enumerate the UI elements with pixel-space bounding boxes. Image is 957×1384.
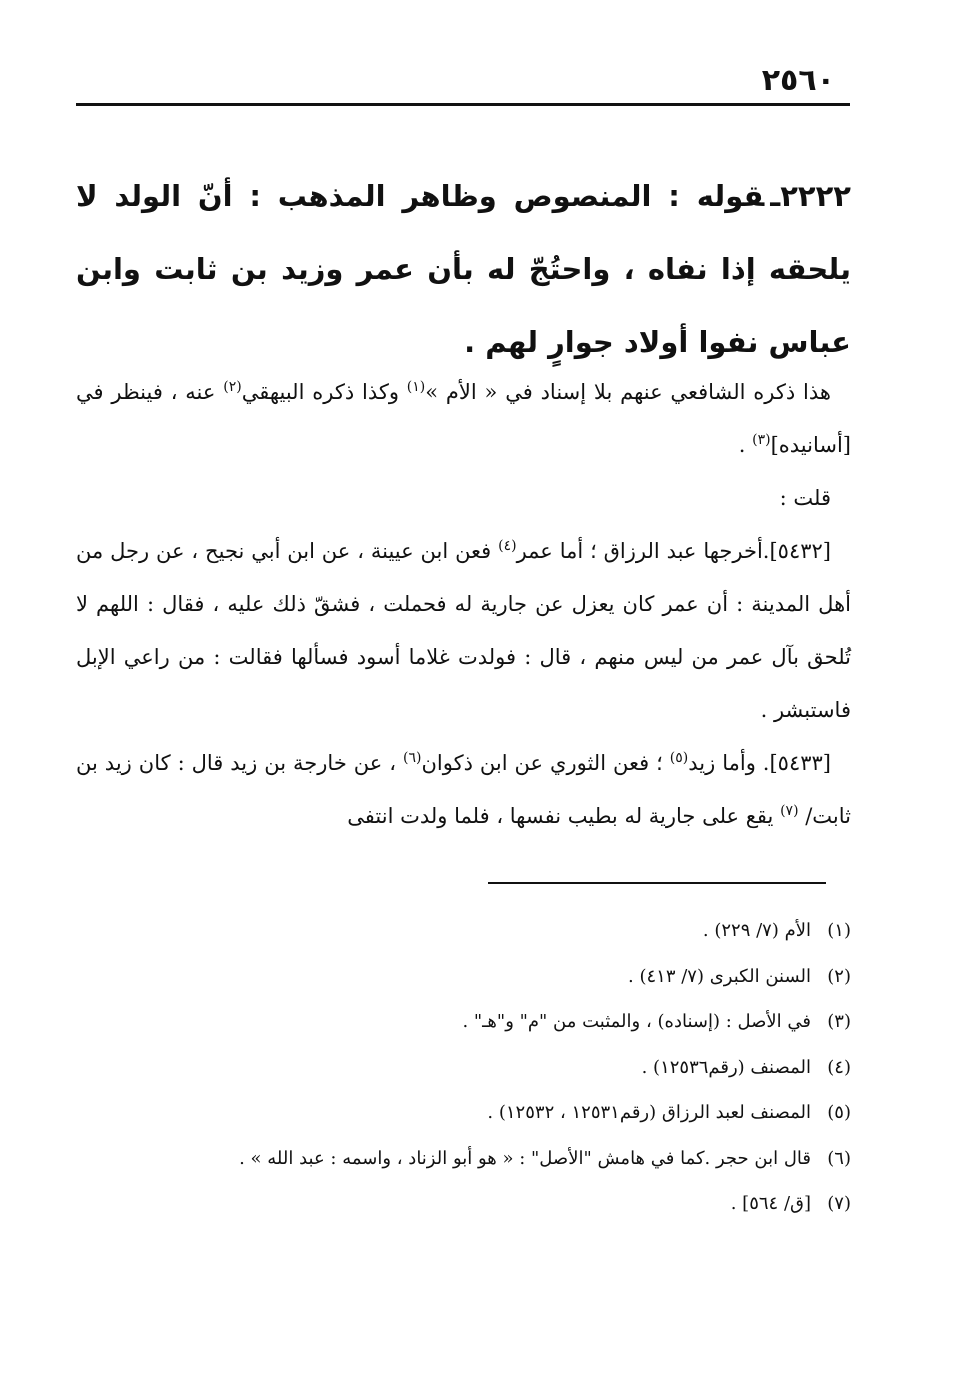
footnote-number: (٥) [827, 1102, 851, 1123]
footnote-6 [76, 1136, 851, 1182]
paragraph-qult: قلت : [779, 486, 831, 510]
text-run: ، عن خارجة بن زيد قال : كان زيد بن ثابت/ [76, 751, 851, 828]
footnote-number: (١) [827, 920, 851, 941]
footnote-5 [76, 1090, 851, 1136]
page-number: ٢٥٦٠ [761, 63, 835, 98]
footnote-text: السنن الكبرى (٧/ ٤١٣) . [628, 965, 811, 987]
header-rule [76, 103, 850, 106]
footnote-text: [ق/ ٥٦٤] . [730, 1193, 811, 1214]
footnote-text: المصنف (رقم١٢٥٣٦) . [641, 1056, 811, 1078]
section-heading [76, 160, 851, 379]
paragraph-hadith-5432 [76, 525, 851, 737]
footnote-marker-4: (٤) [498, 538, 517, 554]
heading-text: قوله : المنصوص وظاهر المذهب : أنّ الولد لا يلحقه إذا نفاه ، واحتُجّ له بأن عمر وزيد بن ثابت وابن عباس نفوا أولاد جوارٍ لهم . [76, 179, 851, 359]
paragraph-hadith-5433 [76, 737, 851, 843]
footnotes [76, 908, 851, 1227]
text-run: فعن ابن عيينة ، عن ابن أبي نجيح ، عن رجل من أهل المدينة : أن عمر كان يعزل عن جارية له فحملت ، فشقّ ذلك عليه ، فقال : اللهم لا تُلحق بآل عمر من ليس منهم ، قال : فولدت غلاما أسود فسألها فقالت : من راعي الإبل فاستبشر . [76, 539, 851, 722]
text-run: هذا ذكره الشافعي عنهم بلا إسناد في « الأم » [425, 380, 831, 404]
footnote-separator [488, 882, 826, 884]
footnote-number: (٢) [827, 965, 851, 987]
main-text [76, 366, 851, 843]
text-run: وكذا ذكره البيهقي [241, 380, 407, 404]
text-run: . [738, 433, 753, 457]
footnote-marker-7: (٧) [780, 803, 799, 819]
footnote-number: (٧) [827, 1193, 851, 1214]
footnote-marker-1: (١) [406, 379, 426, 395]
footnote-marker-3: (٣) [752, 432, 771, 448]
text-run: ؛ فعن الثوري عن ابن ذكوان [421, 751, 670, 775]
text-run: يقع على جارية له بطيب نفسها ، فلما ولدت انتفى [347, 804, 781, 828]
footnote-number: (٤) [827, 1056, 851, 1078]
footnote-marker-2: (٢) [223, 379, 242, 395]
footnote-number: (٦) [827, 1147, 851, 1169]
footnote-number: (٣) [827, 1011, 851, 1032]
paragraph-commentary [76, 366, 851, 472]
footnote-marker-6: (٦) [403, 750, 422, 766]
footnote-text: الأم (٧/ ٢٢٩) . [702, 920, 811, 941]
footnote-3 [76, 999, 851, 1045]
heading-number: ٢٢٢٢ـ [770, 179, 851, 213]
footnote-text: المصنف لعبد الرزاق (رقم١٢٥٣١ ، ١٢٥٣٢) . [487, 1102, 811, 1123]
footnote-marker-5: (٥) [669, 750, 689, 766]
footnote-text: قال ابن حجر .كما في هامش "الأصل" : « هو أبو الزناد ، واسمه : عبد الله » . [239, 1147, 811, 1169]
footnote-1 [76, 908, 851, 954]
text-run: عنه ، فينظر في [أسانيده] [76, 380, 851, 457]
footnote-text: في الأصل : (إسناده) ، والمثبت من "م" و"هـ" . [462, 1011, 811, 1032]
footnote-7 [76, 1181, 851, 1227]
text-run: [٥٤٣٢].أخرجها عبد الرزاق ؛ أما عمر [516, 539, 831, 563]
footnote-4 [76, 1045, 851, 1091]
text-run: [٥٤٣٣]. وأما زيد [688, 751, 831, 775]
footnote-2 [76, 954, 851, 1000]
